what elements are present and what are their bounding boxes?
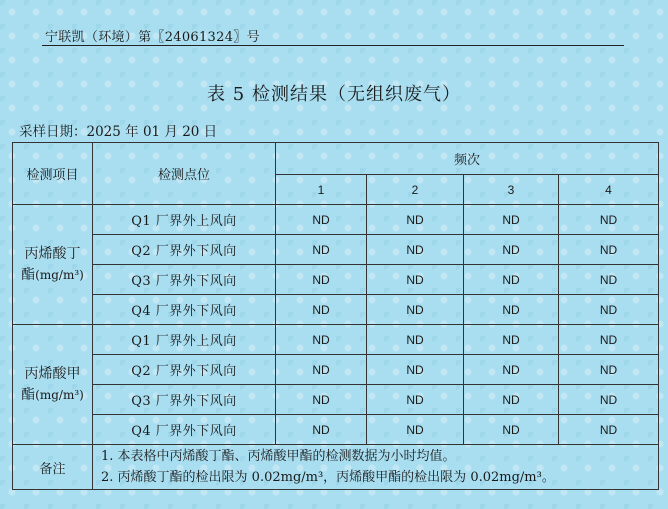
value-cell: ND — [367, 385, 464, 415]
point-cell: Q2 厂界外下风向 — [93, 355, 276, 385]
point-cell: Q1 厂界外上风向 — [93, 205, 276, 235]
pollutant-name-cont: 酯 — [21, 386, 36, 403]
value-cell: ND — [559, 205, 659, 235]
point-cell: Q2 厂界外下风向 — [93, 235, 276, 265]
freq-label: 4 — [559, 175, 659, 205]
value-cell: ND — [276, 235, 367, 265]
header-frequency: 频次 — [276, 143, 659, 175]
table-row — [13, 265, 659, 295]
table-row — [13, 355, 659, 385]
value-cell: ND — [367, 235, 464, 265]
freq-label: 1 — [276, 175, 367, 205]
value-cell: ND — [276, 325, 367, 355]
header-rule — [42, 45, 624, 46]
note-line: 2. 丙烯酸丁酯的检出限为 0.02mg/m³，丙烯酸甲酯的检出限为 0.02mg/m³。 — [101, 470, 555, 485]
value-cell: ND — [276, 295, 367, 325]
point-cell: Q4 厂界外下风向 — [93, 295, 276, 325]
pollutant-name-cont: 酯 — [21, 266, 36, 283]
value-cell: ND — [367, 355, 464, 385]
table-row — [13, 205, 659, 235]
point-cell: Q3 厂界外下风向 — [93, 265, 276, 295]
freq-label: 3 — [464, 175, 559, 205]
header-point: 检测点位 — [93, 143, 276, 205]
value-cell: ND — [464, 235, 559, 265]
value-cell: ND — [464, 205, 559, 235]
value-cell: ND — [559, 325, 659, 355]
value-cell: ND — [464, 385, 559, 415]
value-cell: ND — [464, 325, 559, 355]
pollutant-name: 丙烯酸甲 — [24, 365, 81, 382]
table-row — [13, 295, 659, 325]
value-cell: ND — [559, 235, 659, 265]
value-cell: ND — [276, 265, 367, 295]
value-cell: ND — [464, 265, 559, 295]
notes-cell — [93, 445, 659, 490]
value-cell: ND — [464, 415, 559, 445]
value-cell: ND — [559, 355, 659, 385]
value-cell: ND — [464, 355, 559, 385]
value-cell: ND — [367, 295, 464, 325]
pollutant-name: 丙烯酸丁 — [24, 245, 81, 262]
value-cell: ND — [367, 415, 464, 445]
note-line: 1. 本表格中丙烯酸丁酯、丙烯酸甲酯的检测数据为小时均值。 — [101, 449, 456, 464]
point-cell: Q4 厂界外下风向 — [93, 415, 276, 445]
results-table — [12, 142, 659, 490]
header-item: 检测项目 — [13, 143, 93, 205]
pollutant-cell — [13, 205, 93, 325]
value-cell: ND — [367, 265, 464, 295]
value-cell: ND — [367, 205, 464, 235]
document-number: 宁联凯（环境）第〖24061324〗号 — [45, 30, 260, 45]
table-row — [13, 235, 659, 265]
point-cell: Q1 厂界外上风向 — [93, 325, 276, 355]
value-cell: ND — [276, 205, 367, 235]
table-row — [13, 415, 659, 445]
notes-label: 备注 — [13, 445, 93, 490]
value-cell: ND — [559, 385, 659, 415]
value-cell: ND — [559, 295, 659, 325]
pollutant-unit: (mg/m³) — [35, 267, 84, 282]
point-cell: Q3 厂界外下风向 — [93, 385, 276, 415]
pollutant-cell — [13, 325, 93, 445]
pollutant-unit: (mg/m³) — [35, 387, 84, 402]
table-row — [13, 325, 659, 355]
table-title: 表 5 检测结果（无组织废气） — [207, 84, 461, 105]
value-cell: ND — [559, 265, 659, 295]
value-cell: ND — [276, 355, 367, 385]
value-cell: ND — [559, 415, 659, 445]
table-row — [13, 385, 659, 415]
value-cell: ND — [367, 325, 464, 355]
value-cell: ND — [464, 295, 559, 325]
value-cell: ND — [276, 385, 367, 415]
freq-label: 2 — [367, 175, 464, 205]
value-cell: ND — [276, 415, 367, 445]
sampling-date: 采样日期：2025 年 01 月 20 日 — [19, 124, 218, 140]
